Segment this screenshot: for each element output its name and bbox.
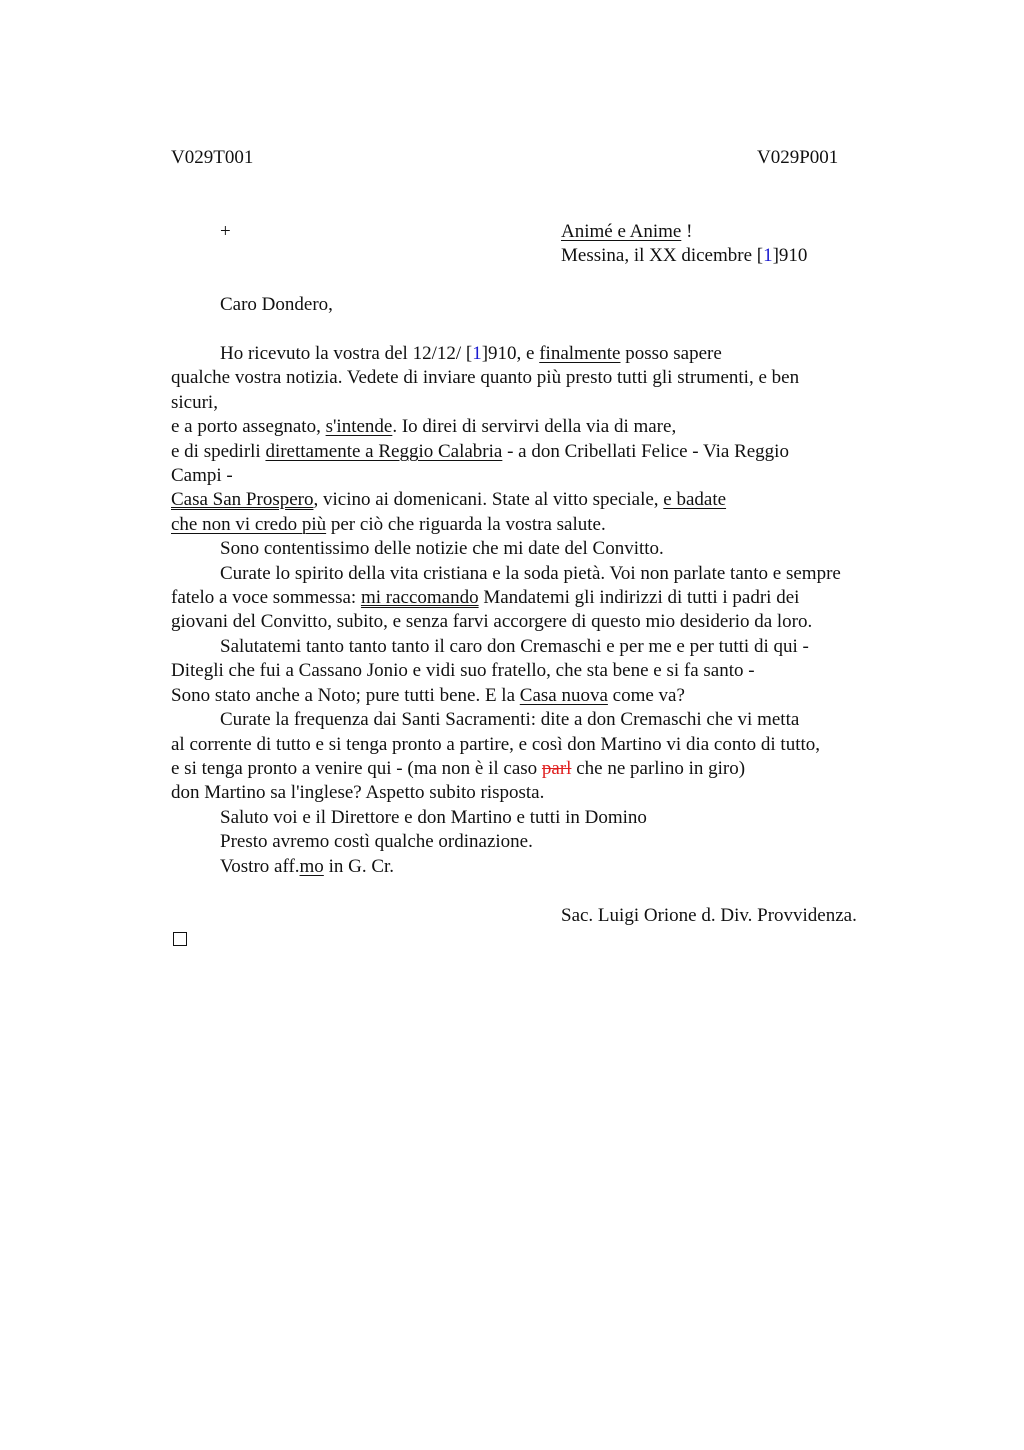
text-run: in G. Cr. bbox=[323, 855, 395, 877]
text-run: Ho ricevuto la vostra del 12/12/ [ bbox=[220, 343, 473, 364]
body-line: Curate la frequenza dai Santi Sacramenti: dite a don Cremaschi che vi metta bbox=[220, 709, 800, 731]
underlined-text: direttamente a Reggio Calabria bbox=[265, 440, 503, 462]
body-line bbox=[171, 684, 911, 708]
struck-text: parl bbox=[541, 757, 572, 779]
salutation: Caro Dondero, bbox=[220, 294, 333, 315]
underlined-text: finalmente bbox=[539, 343, 621, 364]
motto-text: Animé e Anime bbox=[561, 221, 682, 242]
body-line: don Martino sa l'inglese? Aspetto subito risposta. bbox=[171, 782, 545, 804]
cross-symbol: + bbox=[220, 221, 231, 242]
body-line: Presto avremo costì qualche ordinazione. bbox=[220, 831, 533, 853]
text-run: Sono stato anche a Noto; pure tutti bene. E la bbox=[171, 684, 520, 706]
text-run: , vicino ai domenicani. State al vitto speciale, bbox=[313, 489, 664, 511]
body-line: giovani del Convitto, subito, e senza farvi accorgere di questo mio desiderio da loro. bbox=[171, 611, 813, 633]
underlined-text: Casa nuova bbox=[519, 684, 608, 706]
motto-mark: ! bbox=[681, 221, 693, 242]
text-run: e a porto assegnato, bbox=[171, 416, 326, 438]
text-run: e di spedirli bbox=[171, 440, 266, 462]
checkbox-square-icon bbox=[173, 932, 187, 946]
text-run: - a don Cribellati Felice - Via Reggio bbox=[502, 440, 789, 462]
text-run: posso sapere bbox=[620, 343, 722, 364]
underlined-text: s'intende bbox=[325, 416, 393, 438]
letter-body bbox=[171, 342, 911, 879]
dateline-prefix: Messina, il XX dicembre [ bbox=[561, 245, 764, 266]
body-line: sicuri, bbox=[171, 391, 218, 413]
body-line: Sono contentissimo delle notizie che mi date del Convitto. bbox=[220, 538, 664, 560]
underlined-text: che non vi credo più bbox=[171, 513, 327, 535]
underlined-text: e badate bbox=[663, 489, 727, 511]
body-line bbox=[171, 415, 911, 439]
editorial-digit: 1 bbox=[472, 343, 482, 364]
body-line: Campi - bbox=[171, 465, 233, 487]
body-line bbox=[171, 513, 911, 537]
dateline-editorial-digit: 1 bbox=[763, 245, 773, 266]
underlined-text: mo bbox=[299, 855, 324, 877]
text-run: ]910, e bbox=[481, 343, 540, 364]
dateline-suffix: ]910 bbox=[772, 245, 808, 266]
body-line bbox=[171, 855, 911, 879]
text-run: . Io direi di servirvi della via di mare, bbox=[392, 416, 677, 438]
body-line: Salutatemi tanto tanto tanto il caro don Cremaschi e per me e per tutti di qui - bbox=[220, 635, 809, 657]
signature: Sac. Luigi Orione d. Div. Provvidenza. bbox=[561, 905, 857, 926]
document-code-right: V029P001 bbox=[757, 147, 839, 168]
double-underlined-text: Casa San Prospero bbox=[171, 489, 314, 511]
body-line bbox=[171, 757, 911, 781]
body-line bbox=[171, 440, 911, 464]
body-line: Curate lo spirito della vita cristiana e la soda pietà. Voi non parlate tanto e sempre bbox=[220, 562, 841, 584]
double-underlined-text: mi raccomando bbox=[360, 587, 479, 609]
text-run: fatelo a voce sommessa: bbox=[171, 587, 361, 609]
body-line bbox=[171, 488, 911, 512]
body-line: Saluto voi e il Direttore e don Martino e tutti in Domino bbox=[220, 806, 647, 828]
document-code-left: V029T001 bbox=[171, 147, 254, 168]
body-line: qualche vostra notizia. Vedete di inviare quanto più presto tutti gli strumenti, e ben bbox=[171, 367, 800, 389]
body-line: al corrente di tutto e si tenga pronto a partire, e così don Martino vi dia conto di tutto, bbox=[171, 733, 820, 755]
body-line: Ditegli che fui a Cassano Jonio e vidi suo fratello, che sta bene e si fa santo - bbox=[171, 660, 755, 682]
text-run: come va? bbox=[607, 684, 685, 706]
text-run: e si tenga pronto a venire qui - (ma non è il caso bbox=[171, 757, 542, 779]
text-run: che ne parlino in giro) bbox=[571, 757, 746, 779]
dateline bbox=[561, 244, 807, 268]
text-run: Vostro aff. bbox=[220, 855, 300, 877]
text-run: per ciò che riguarda la vostra salute. bbox=[326, 513, 606, 535]
motto bbox=[561, 220, 692, 244]
body-line bbox=[171, 342, 911, 366]
body-line bbox=[171, 586, 911, 610]
text-run: Mandatemi gli indirizzi di tutti i padri dei bbox=[478, 587, 800, 609]
